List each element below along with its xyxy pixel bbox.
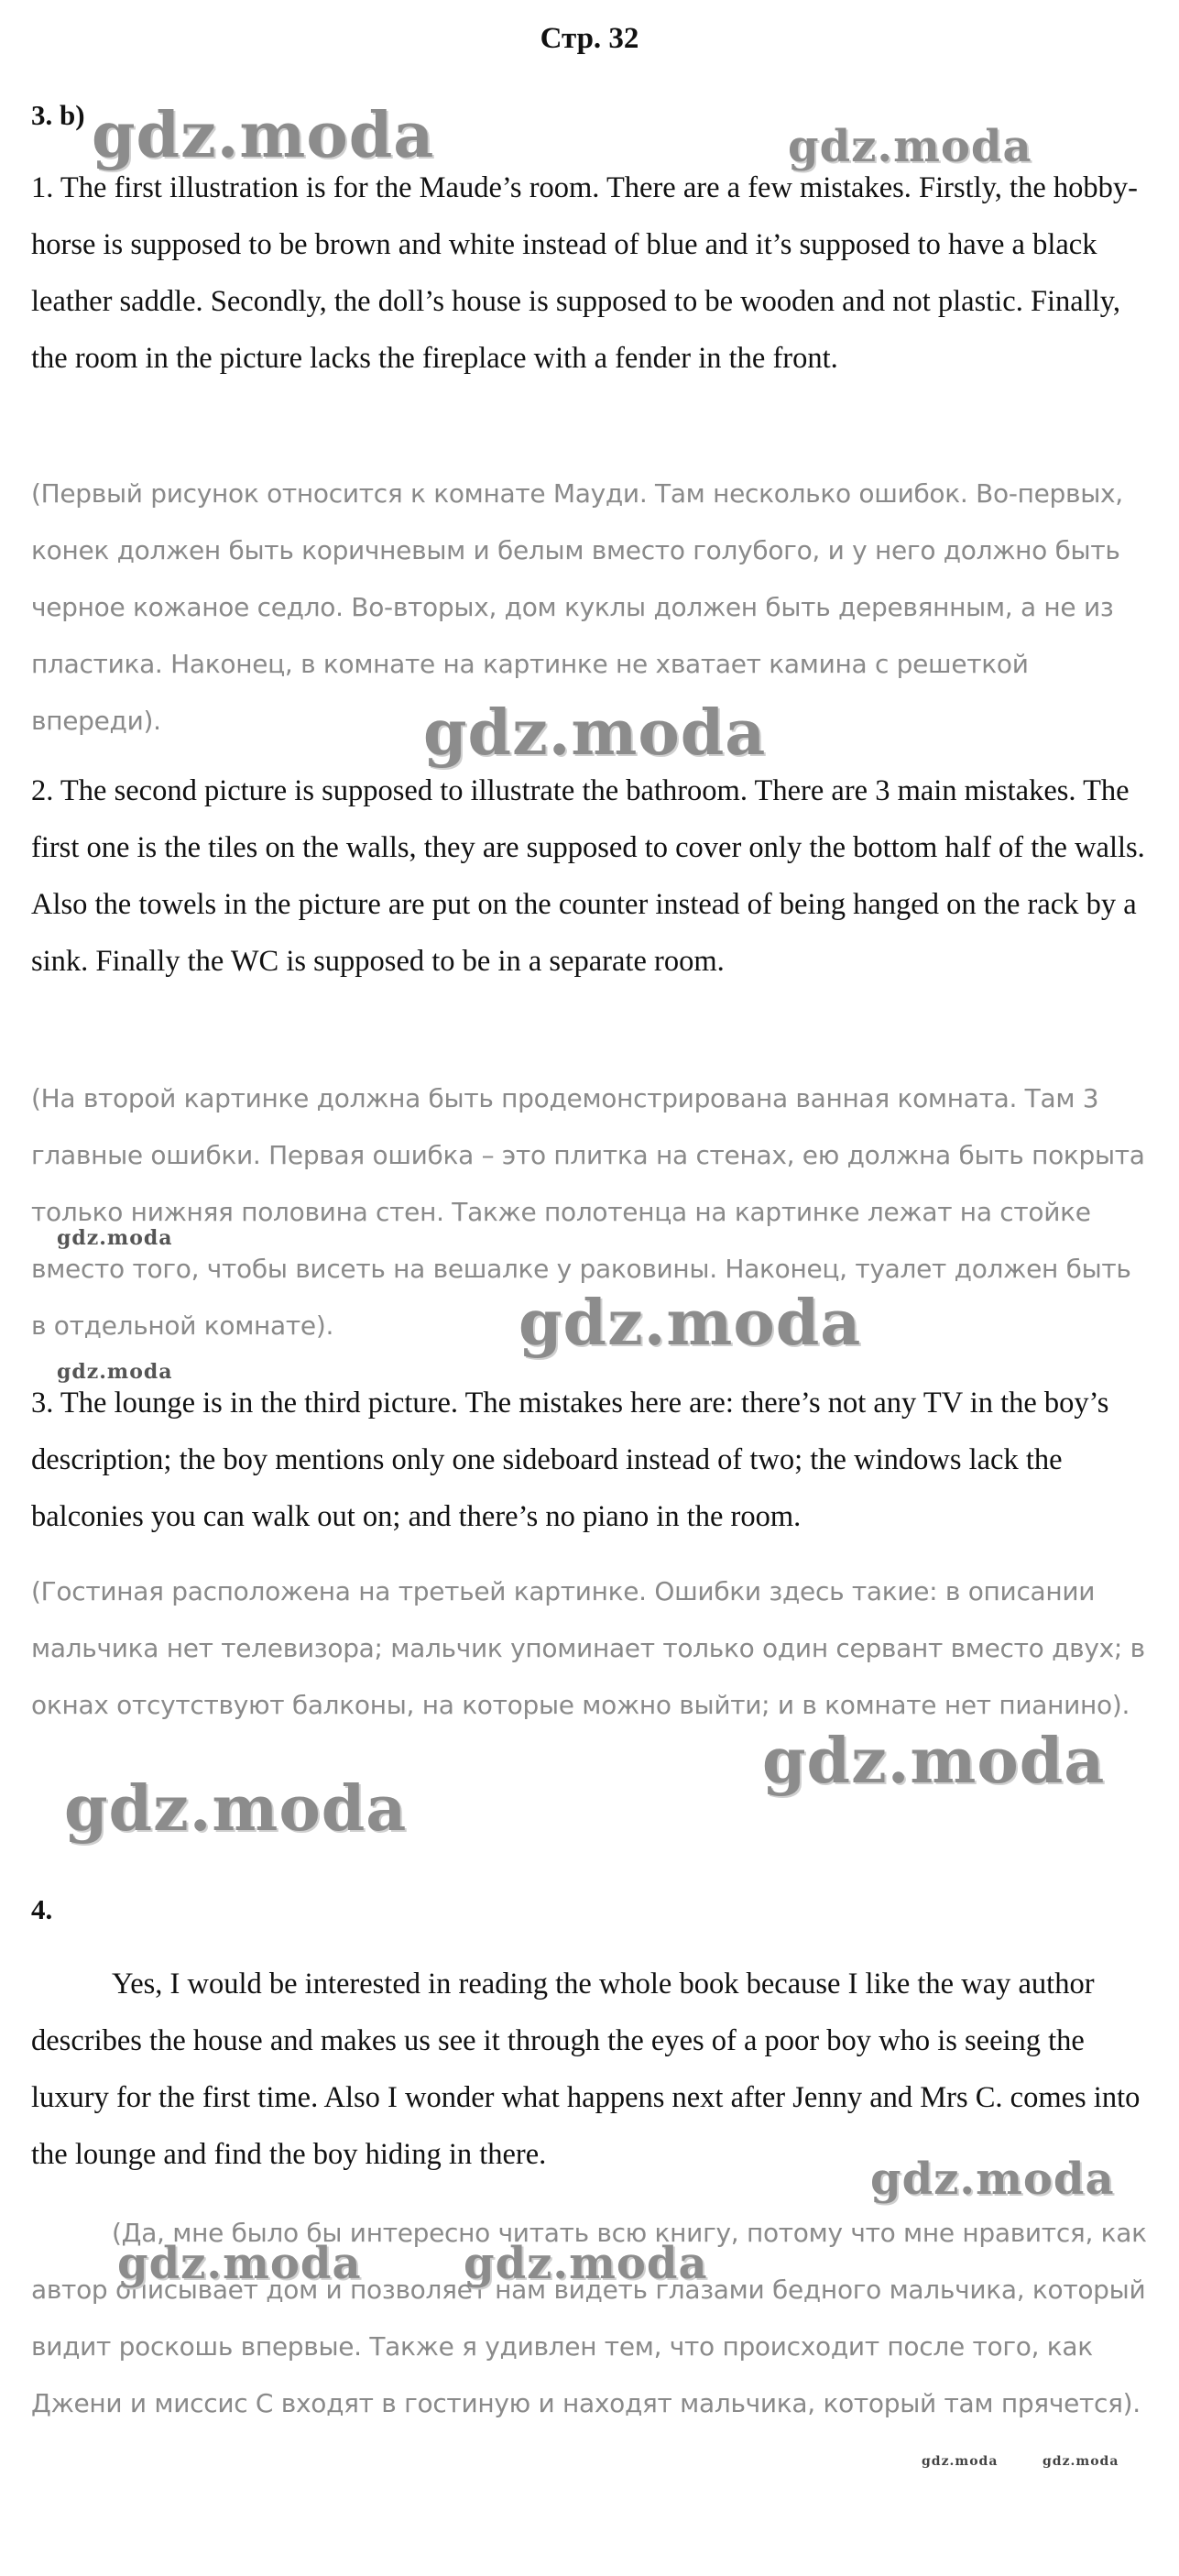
exercise-4-label: 4. (31, 1893, 53, 1925)
watermark: gdz.moda (922, 2454, 999, 2469)
exercise-3b-label: 3. b) (31, 99, 85, 131)
answer-4-russian: (Да, мне было бы интересно читать всю книгу, потому что мне нравится, как автор описывает дом и позволяет нам видеть глазами бедного мальчика, который видит роскошь впервые. Также я удивлен тем, что происходит после того, как Джени и миссис С входят в гостиную и находят мальчика, который там прячется). (31, 2218, 1147, 2418)
watermark: gdz.moda (788, 121, 1032, 172)
answer-2-russian: (На второй картинке должна быть продемонстрирована ванная комната. Там 3 главные ошибки. Первая ошибка – это плитка на стенах, ею должна быть покрыта только нижняя половина стен. Также полотенца на картинке лежат на стойке вместо того, чтобы висеть на вешалке у раковины. Наконец, туалет должен быть в отдельной комнате). (31, 1083, 1145, 1341)
answer-3-english: 3. The lounge is in the third picture. The mistakes here are: there’s not any TV in the boy’s description; the boy mentions only one sideboard instead of two; the windows lack the balconies you can walk out on; and there’s no piano in the room. (31, 1387, 1109, 1533)
watermark: gdz.moda (519, 1287, 862, 1360)
answer-4-english: Yes, I would be interested in reading the whole book because I like the way author describes the house and makes us see it through the eyes of a poor boy who is seeing the luxury for the first time. Also I wonder what happens next after Jenny and Mrs C. comes into the lounge and find the boy hiding in there. (31, 1968, 1141, 2171)
answer-2-english: 2. The second picture is supposed to illustrate the bathroom. There are 3 main mistakes. The first one is the tiles on the walls, they are supposed to cover only the bottom half of the walls. Also the towels in the picture are put on the counter instead of being hanged on the rack by a sink. Finally the WC is supposed to be in a separate room. (31, 774, 1145, 978)
watermark: gdz.moda (870, 2154, 1115, 2205)
watermark: gdz.moda (117, 2238, 362, 2289)
watermark: gdz.moda (57, 1360, 173, 1384)
answer-3-russian: (Гостиная расположена на третьей картинке. Ошибки здесь такие: в описании мальчика нет телевизора; мальчик упоминает только один сервант вместо двух; в окнах отсутствуют балконы, на которые можно выйти; и в комнате нет пианино). (31, 1576, 1145, 1720)
watermark: gdz.moda (64, 1772, 408, 1846)
watermark: gdz.moda (92, 99, 435, 172)
page-title: Стр. 32 (540, 22, 639, 55)
watermark: gdz.moda (423, 696, 767, 770)
watermark: gdz.moda (464, 2238, 708, 2289)
watermark: gdz.moda (57, 1226, 173, 1250)
watermark: gdz.moda (1043, 2454, 1119, 2469)
watermark: gdz.moda (762, 1725, 1106, 1798)
answer-1-russian: (Первый рисунок относится к комнате Мауди. Там несколько ошибок. Во-первых, конек должен быть коричневым и белым вместо голубого, и у него должно быть черное кожаное седло. Во-вторых, дом куклы должен быть деревянным, а не из пластика. Наконец, в комнате на картинке не хватает камина с решеткой впереди). (31, 478, 1123, 736)
answer-1-english: 1. The first illustration is for the Maude’s room. There are a few mistakes. Firstly, the hobby-horse is supposed to be brown and white instead of blue and it’s supposed to have a black leather saddle. Secondly, the doll’s house is supposed to be wooden and not plastic. Finally, the room in the picture lacks the fireplace with a fender in the front. (31, 171, 1138, 375)
